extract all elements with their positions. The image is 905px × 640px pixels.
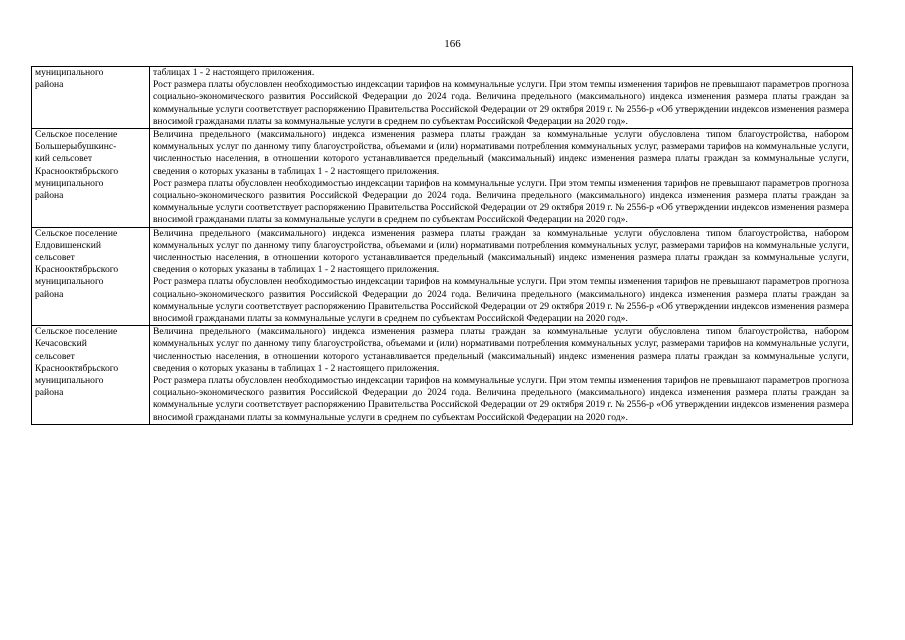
settlement-name-line: муниципального bbox=[35, 67, 104, 78]
paragraph: Рост размера платы обусловлен необходимостью индексации тарифов на коммунальные услуги. При этом темпы изменения тарифов не превышают параметров прогноза социально-экономического развития Российской Федерации до 2024 года. Величина предельного (максимального) индекса изменения размера платы граждан за коммунальные услуги соответствует распоряжению Правительства Российской Федерации от 29 октября 2019 г. № 2556-р «Об утверждении индексов изменения размера вносимой гражданами платы за коммунальные услуги в среднем по субъектам Российской Федерации на 2020 год». bbox=[153, 375, 849, 423]
tariff-table bbox=[31, 66, 853, 425]
settlement-name-line: Сельское поселение bbox=[35, 227, 118, 239]
settlement-name-line: Сельское поселение bbox=[35, 129, 118, 141]
paragraph: Величина предельного (максимального) индекса изменения размера платы граждан за коммунальные услуги обусловлена типом благоустройства, набором коммунальных услуг по данному типу благоустройства, объемами и (или) нормативами потребления коммунальных услуг, размерами тарифов на коммунальные услуги, численностью населения, в отношении которого устанавливается предельный (максимальный) индекс изменения размера платы граждан за коммунальные услуги, сведения о которых указаны в таблицах 1 - 2 настоящего приложения. bbox=[153, 227, 849, 276]
settlement-name-line: кий сельсовет bbox=[35, 153, 93, 165]
paragraph: Рост размера платы обусловлен необходимостью индексации тарифов на коммунальные услуги. При этом темпы изменения тарифов не превышают параметров прогноза социально-экономического развития Российской Федерации до 2024 года. Величина предельного (максимального) индекса изменения размера платы граждан за коммунальные услуги соответствует распоряжению Правительства Российской Федерации от 29 октября 2019 г. № 2556-р «Об утверждении индексов изменения размера вносимой гражданами платы за коммунальные услуги в среднем по субъектам Российской Федерации на 2020 год». bbox=[153, 177, 849, 226]
page-number: 166 bbox=[444, 38, 461, 50]
settlement-name-line: района bbox=[35, 190, 64, 202]
settlement-name-line: района bbox=[35, 79, 64, 91]
paragraph: Величина предельного (максимального) индекса изменения размера платы граждан за коммунальные услуги обусловлена типом благоустройства, набором коммунальных услуг по данному типу благоустройства, объемами и (или) нормативами потребления коммунальных услуг, размерами тарифов на коммунальные услуги, численностью населения, в отношении которого устанавливается предельный (максимальный) индекс изменения размера платы граждан за коммунальные услуги, сведения о которых указаны в таблицах 1 - 2 настоящего приложения. bbox=[153, 326, 849, 374]
justification-cell bbox=[150, 129, 853, 228]
settlement-name-line: Сельское поселение bbox=[35, 326, 118, 338]
settlement-name-line: муниципального bbox=[35, 177, 104, 189]
settlement-name-line: Кечасовский bbox=[35, 338, 87, 350]
settlement-name-line: района bbox=[35, 288, 64, 300]
settlement-name-line: сельсовет bbox=[35, 252, 75, 264]
paragraph: таблицах 1 - 2 настоящего приложения. bbox=[153, 67, 315, 78]
table-row bbox=[32, 129, 853, 228]
settlement-name-line: Большерыбушкинс- bbox=[35, 141, 117, 153]
settlement-name-line: Краснооктябрьского bbox=[35, 165, 119, 177]
settlement-name-cell bbox=[32, 326, 150, 425]
paragraph: Рост размера платы обусловлен необходимостью индексации тарифов на коммунальные услуги. При этом темпы изменения тарифов не превышают параметров прогноза социально-экономического развития Российской Федерации до 2024 года. Величина предельного (максимального) индекса изменения размера платы граждан за коммунальные услуги соответствует распоряжению Правительства Российской Федерации от 29 октября 2019 г. № 2556-р «Об утверждении индексов изменения размера вносимой гражданами платы за коммунальные услуги в среднем по субъектам Российской Федерации на 2020 год». bbox=[153, 79, 849, 127]
table-row bbox=[32, 326, 853, 425]
settlement-name-cell bbox=[32, 227, 150, 326]
settlement-name-line: муниципального bbox=[35, 276, 104, 288]
settlement-name-line: Елдовишенский bbox=[35, 239, 101, 251]
justification-cell bbox=[150, 326, 853, 425]
settlement-name-line: Краснооктябрьского bbox=[35, 264, 119, 276]
settlement-name-cell bbox=[32, 67, 150, 129]
table-row bbox=[32, 67, 853, 129]
settlement-name-line: муниципального bbox=[35, 375, 104, 387]
table-row bbox=[32, 227, 853, 326]
settlement-name-line: сельсовет bbox=[35, 350, 75, 362]
justification-cell bbox=[150, 67, 853, 129]
settlement-name-cell bbox=[32, 129, 150, 228]
justification-cell bbox=[150, 227, 853, 326]
paragraph: Рост размера платы обусловлен необходимостью индексации тарифов на коммунальные услуги. При этом темпы изменения тарифов не превышают параметров прогноза социально-экономического развития Российской Федерации до 2024 года. Величина предельного (максимального) индекса изменения размера платы граждан за коммунальные услуги соответствует распоряжению Правительства Российской Федерации от 29 октября 2019 г. № 2556-р «Об утверждении индексов изменения размера вносимой гражданами платы за коммунальные услуги в среднем по субъектам Российской Федерации на 2020 год». bbox=[153, 276, 849, 325]
settlement-name-line: Краснооктябрьского bbox=[35, 362, 119, 374]
paragraph: Величина предельного (максимального) индекса изменения размера платы граждан за коммунальные услуги обусловлена типом благоустройства, набором коммунальных услуг по данному типу благоустройства, объемами и (или) нормативами потребления коммунальных услуг, размерами тарифов на коммунальные услуги, численностью населения, в отношении которого устанавливается предельный (максимальный) индекс изменения размера платы граждан за коммунальные услуги, сведения о которых указаны в таблицах 1 - 2 настоящего приложения. bbox=[153, 129, 849, 177]
settlement-name-line: района bbox=[35, 387, 64, 399]
